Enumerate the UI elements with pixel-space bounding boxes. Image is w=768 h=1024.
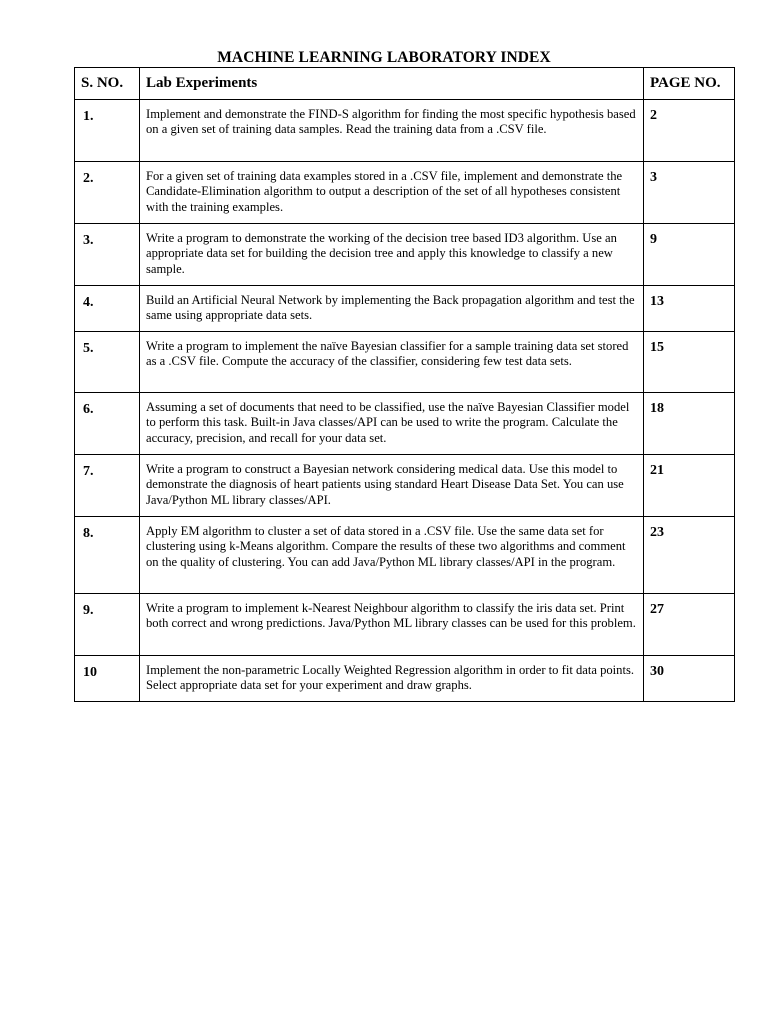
row-page-no: 23 (644, 517, 735, 594)
row-experiment: Build an Artificial Neural Network by implementing the Back propagation algorithm and test the same using appropriate data sets. (140, 286, 644, 332)
row-experiment: Apply EM algorithm to cluster a set of data stored in a .CSV file. Use the same data set for clustering using k-Means algorithm. Compare the results of these two algorithms and comment on the quality of clustering. You can add Java/Python ML library classes/API in the program. (140, 517, 644, 594)
table-row (75, 162, 735, 224)
page-title: MACHINE LEARNING LABORATORY INDEX (217, 49, 551, 66)
row-sno: 2. (75, 162, 140, 224)
row-page-no: 2 (644, 100, 735, 162)
row-page-no: 21 (644, 455, 735, 517)
table-row (75, 286, 735, 332)
row-page-no: 13 (644, 286, 735, 332)
row-sno: 9. (75, 594, 140, 656)
row-page-no: 18 (644, 393, 735, 455)
row-sno: 8. (75, 517, 140, 594)
row-experiment: Write a program to construct a Bayesian network considering medical data. Use this model to demonstrate the diagnosis of heart patients using standard Heart Disease Data Set. You can use Java/Python ML library classes/API. (140, 455, 644, 517)
header-page-no: PAGE NO. (644, 68, 735, 100)
table-row (75, 455, 735, 517)
row-experiment: Implement the non-parametric Locally Weighted Regression algorithm in order to fit data points. Select appropriate data set for your experiment and draw graphs. (140, 656, 644, 702)
row-experiment: Assuming a set of documents that need to be classified, use the naïve Bayesian Classifier model to perform this task. Built-in Java classes/API can be used to write the program. Calculate the accuracy, precision, and recall for your data set. (140, 393, 644, 455)
row-sno: 6. (75, 393, 140, 455)
table-row (75, 332, 735, 393)
lab-index-table (74, 67, 735, 702)
row-page-no: 9 (644, 224, 735, 286)
row-experiment: Write a program to demonstrate the working of the decision tree based ID3 algorithm. Use an appropriate data set for building the decision tree and apply this knowledge to classify a new sample. (140, 224, 644, 286)
table-row (75, 393, 735, 455)
header-sno: S. NO. (75, 68, 140, 100)
table-header-row (75, 68, 735, 100)
row-page-no: 27 (644, 594, 735, 656)
row-sno: 1. (75, 100, 140, 162)
table-row (75, 224, 735, 286)
table-row (75, 517, 735, 594)
row-page-no: 30 (644, 656, 735, 702)
table-row (75, 656, 735, 702)
table-row (75, 594, 735, 656)
row-sno: 10 (75, 656, 140, 702)
row-page-no: 15 (644, 332, 735, 393)
table-row (75, 100, 735, 162)
row-experiment: For a given set of training data examples stored in a .CSV file, implement and demonstrate the Candidate-Elimination algorithm to output a description of the set of all hypotheses consistent with the training examples. (140, 162, 644, 224)
row-experiment: Write a program to implement the naïve Bayesian classifier for a sample training data set stored as a .CSV file. Compute the accuracy of the classifier, considering few test data sets. (140, 332, 644, 393)
row-sno: 3. (75, 224, 140, 286)
row-page-no: 3 (644, 162, 735, 224)
row-experiment: Implement and demonstrate the FIND-S algorithm for finding the most specific hypothesis based on a given set of training data samples. Read the training data from a .CSV file. (140, 100, 644, 162)
header-lab-experiments: Lab Experiments (140, 68, 644, 100)
row-sno: 5. (75, 332, 140, 393)
row-sno: 7. (75, 455, 140, 517)
row-sno: 4. (75, 286, 140, 332)
row-experiment: Write a program to implement k-Nearest Neighbour algorithm to classify the iris data set. Print both correct and wrong predictions. Java/Python ML library classes can be used for this problem. (140, 594, 644, 656)
